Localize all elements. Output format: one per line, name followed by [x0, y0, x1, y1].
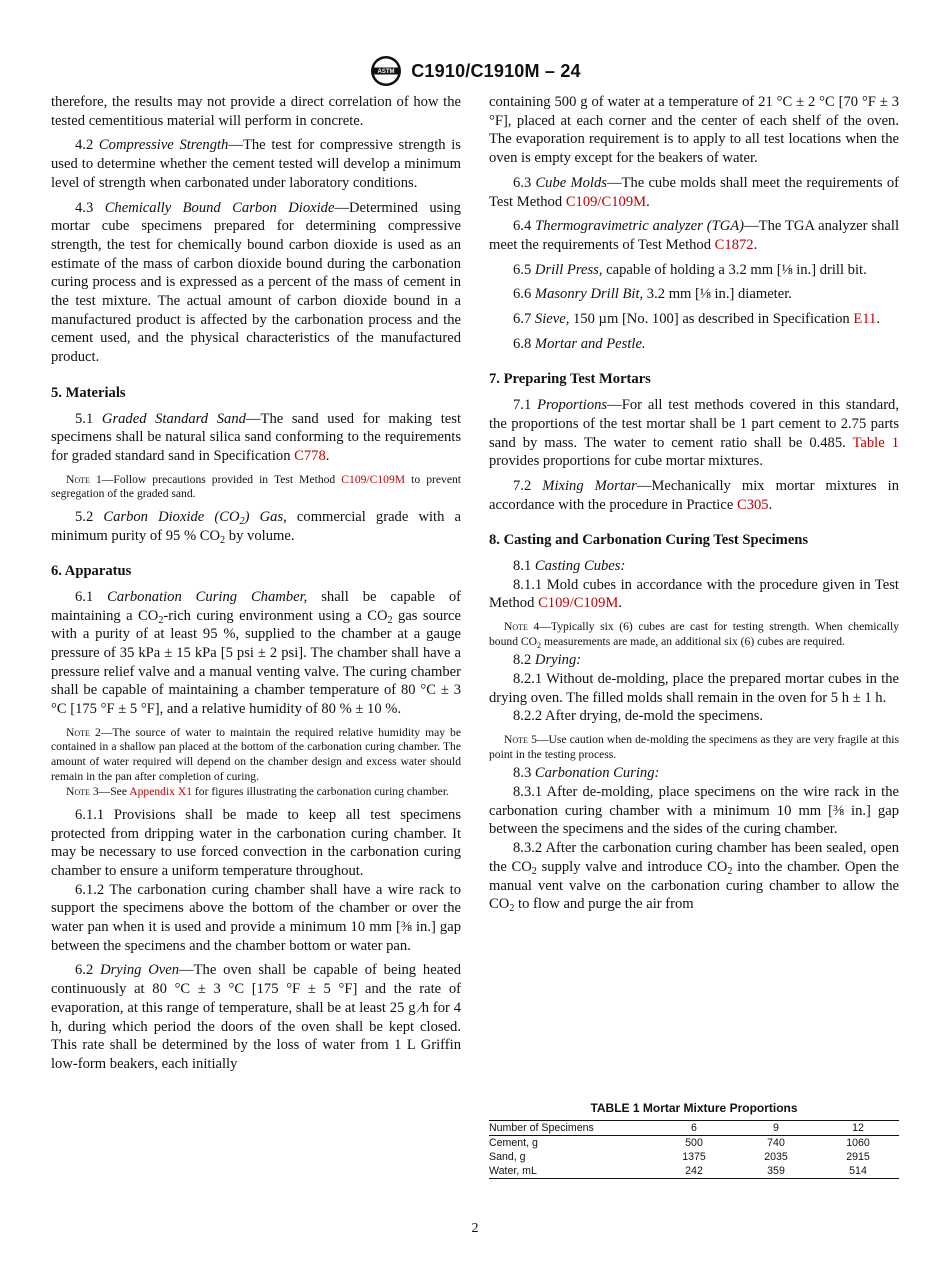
heading-preparing-test-mortars: 7. Preparing Test Mortars: [489, 371, 651, 388]
ref-c109-link[interactable]: C109/C109M: [565, 193, 647, 210]
heading-apparatus: 6. Apparatus: [51, 563, 132, 580]
section-8-2: 8.2 Drying:: [513, 652, 582, 669]
table-header-cell: Number of Specimens: [489, 1122, 594, 1134]
ref-c778-link[interactable]: C778: [294, 447, 326, 464]
table-header-cell: 9: [773, 1122, 779, 1134]
note-5: Note 5—Use caution when de-molding the specimens as they are very fragile at this point in the testing process.: [489, 733, 899, 761]
paragraph-continued: therefore, the results may not provide a direct correlation of how the tested cementitious material will perform in concrete.: [51, 94, 461, 129]
heading-materials: 5. Materials: [51, 384, 126, 401]
section-7-2: 7.2 Mixing Mortar—Mechanically mix mortar mixtures in accordance with the procedure in Practice C305.: [489, 477, 899, 513]
heading-casting-and-curing: 8. Casting and Carbonation Curing Test Specimens: [489, 532, 809, 549]
table-header-cell: 12: [852, 1122, 864, 1134]
section-6-7: 6.7 Sieve, 150 µm [No. 100] as described in Specification E11.: [513, 311, 880, 328]
table-cell: 2035: [764, 1151, 788, 1163]
table-cell: 2915: [846, 1151, 870, 1163]
note-1: Note 1—Follow precautions provided in Test Method C109/C109M to prevent segregation of the graded sand.: [51, 472, 461, 501]
note-2: Note 2—The source of water to maintain the required relative humidity may be contained in a shallow pan placed at the bottom of the carbonation curing chamber. The amount of water required will depend on the chamber design and excess water should remain in the pan after completion of curing.: [51, 725, 461, 783]
page-header: [0, 54, 950, 88]
ref-c109-link[interactable]: C109/C109M: [341, 472, 406, 486]
table-cell: 359: [767, 1165, 785, 1177]
left-column: [51, 93, 461, 1074]
section-4-3: 4.3 Chemically Bound Carbon Dioxide—Determined using mortar cube specimens prepared for determining compressive strength, the test for chemically bound carbon dioxide is used as an estimate of the mass of carbon dioxide bound during the carbonation curing process and is expressed as a percent of the mass of cement in the test mixture. The actual amount of carbon dioxide bound in a manufactured product is affected by the carbonation process and the cement used, and the physical characteristics of the manufactured product.: [51, 199, 461, 366]
table-cell: Cement, g: [489, 1137, 538, 1149]
table-header-cell: 6: [691, 1122, 697, 1134]
ref-c305-link[interactable]: C305: [736, 496, 769, 513]
paragraph-continued-right: containing 500 g of water at a temperature of 21 °C ± 2 °C [70 °F ± 3 °F], placed at each corner and the center of each shelf of the oven. The evaporation requirement is to apply to all test locations when the oven is empty except for the beakers of water.: [489, 94, 899, 167]
section-7-1: 7.1 Proportions—For all test methods covered in this standard, the proportions of the test mortar shall be 1 part cement to 2.75 parts sand by mass. The water to cement ratio shall be 0.485. Table 1 provides proportions for cube mortar mixtures.: [489, 397, 899, 470]
section-6-1: 6.1 Carbonation Curing Chamber, shall be capable of maintaining a $CO_2$-rich curing environment using a $CO_2$ gas source with a purity of at least 95 %, supplied to the chamber at a gauge pressure of 35 kPa ± 15 kPa [5 psi ± 2 psi]. The chamber shall have a pressure relief valve and a manual venting valve. The curing chamber shall be capable of maintaining a chamber temperature of 80 °C ± 3 °C [175 °F ± 5 °F], and a relative humidity of 80 % ± 10 %.: [51, 588, 462, 718]
astm-logo-icon: [369, 54, 403, 88]
note-4: Note 4—Typically six (6) cubes are cast for testing strength. When chemically bound $CO_2$ measurements are made, an additional six (6) cubes are required.: [489, 620, 899, 650]
standard-designation: C1910/C1910M – 24: [411, 60, 581, 81]
section-6-8: 6.8 Mortar and Pestle.: [513, 335, 646, 352]
ref-table-1-link[interactable]: Table 1: [852, 434, 899, 451]
section-8-3-1: 8.3.1 After de-molding, place specimens on the wire rack in the carbonation curing chamber with a minimum 10 mm [⅜ in.] gap between the specimens and the sides of the curing chamber.: [489, 784, 899, 838]
table-cell: 242: [685, 1165, 703, 1177]
section-6-1-2: 6.1.2 The carbonation curing chamber shall have a wire rack to support the specimens above the bottom of the chamber or over the water pan when it is used and provide a minimum 10 mm [⅜ in.] gap between the specimens and the chamber bottom or water pan.: [51, 881, 461, 954]
ref-c109-link[interactable]: C109/C109M: [538, 595, 619, 612]
section-5-2: 5.2 Carbon Dioxide $(CO_2)$ Gas, commercial grade with a minimum purity of 95 % $CO_2$ by volume.: [51, 508, 461, 546]
section-6-4: 6.4 Thermogravimetric analyzer (TGA)—The TGA analyzer shall meet the requirements of Test Method C1872.: [489, 218, 899, 253]
section-8-2-2: 8.2.2 After drying, de-mold the specimens.: [513, 708, 764, 725]
table-cell: 1375: [682, 1151, 706, 1163]
table-1: [489, 1101, 899, 1179]
ref-c1872-link[interactable]: C1872: [714, 236, 754, 253]
table-cell: 514: [849, 1165, 867, 1177]
section-6-1-1: 6.1.1 Provisions shall be made to keep all test specimens protected from dripping water in the carbonation curing chamber. It may be necessary to use forced convection in the carbonation curing chamber to ensure a uniform temperature throughout.: [51, 806, 461, 879]
ref-appendix-x1-link[interactable]: Appendix X1: [129, 785, 193, 799]
section-6-6: 6.6 Masonry Drill Bit, 3.2 mm [⅛ in.] diameter.: [513, 286, 792, 303]
table-row: [489, 1164, 899, 1179]
section-6-3: 6.3 Cube Molds—The cube molds shall meet the requirements of Test Method C109/C109M.: [489, 174, 899, 210]
table-cell: 740: [767, 1137, 785, 1149]
section-8-3-2: 8.3.2 After the carbonation curing chamber has been sealed, open the $CO_2$ supply valve and introduce $CO_2$ into the chamber. Open the manual vent valve on the carbonation curing chamber to allow the $CO_2$ to flow and purge the air from: [489, 840, 899, 915]
section-8-3: 8.3 Carbonation Curing:: [513, 765, 660, 782]
mortar-proportions-table: [489, 1120, 899, 1179]
note-3: Note 3—See Appendix X1 for figures illustrating the carbonation curing chamber.: [66, 785, 449, 799]
section-8-2-1: 8.2.1 Without de-molding, place the prepared mortar cubes in the drying oven. The filled molds shall remain in the oven for 5 h ± 1 h.: [489, 671, 899, 706]
section-6-5: 6.5 Drill Press, capable of holding a 3.2 mm [⅛ in.] drill bit.: [513, 261, 867, 278]
section-6-2: 6.2 Drying Oven—The oven shall be capable of being heated continuously at 80 °C ± 3 °C [175 °F ± 5 °F] and the rate of evaporation, at this range of temperature, shall be at least 25 g ⁄h for 4 h, during which period the doors of the oven shall be kept closed. This rate shall be determined by the loss of water from 1 L Griffin low-form beakers, each initially: [51, 962, 461, 1072]
page-number: 2: [471, 1221, 479, 1236]
ref-e11-link[interactable]: E11: [853, 311, 877, 328]
section-8-1: 8.1 Casting Cubes:: [513, 558, 626, 575]
table-cell: 500: [685, 1137, 703, 1149]
table-title: TABLE 1 Mortar Mixture Proportions: [590, 1101, 798, 1115]
table-cell: Water, mL: [489, 1165, 537, 1177]
section-8-1-1: 8.1.1 Mold cubes in accordance with the procedure given in Test Method C109/C109M.: [489, 576, 899, 612]
table-cell: 1060: [846, 1137, 870, 1149]
section-4-2: 4.2 Compressive Strength—The test for compressive strength is used to determine whether the cement tested will develop a minimum level of strength when carbonated under laboratory conditions.: [51, 137, 461, 191]
table-cell: Sand, g: [489, 1151, 526, 1163]
section-5-1: 5.1 Graded Standard Sand—The sand used for making test specimens shall be natural silica sand conforming to the requirements for graded standard sand in Specification C778.: [51, 410, 462, 464]
table-row: [489, 1136, 899, 1151]
right-column: [489, 93, 899, 914]
svg-text:ASTM: ASTM: [377, 69, 395, 76]
table-header-row: [489, 1121, 899, 1136]
table-row: [489, 1150, 899, 1164]
